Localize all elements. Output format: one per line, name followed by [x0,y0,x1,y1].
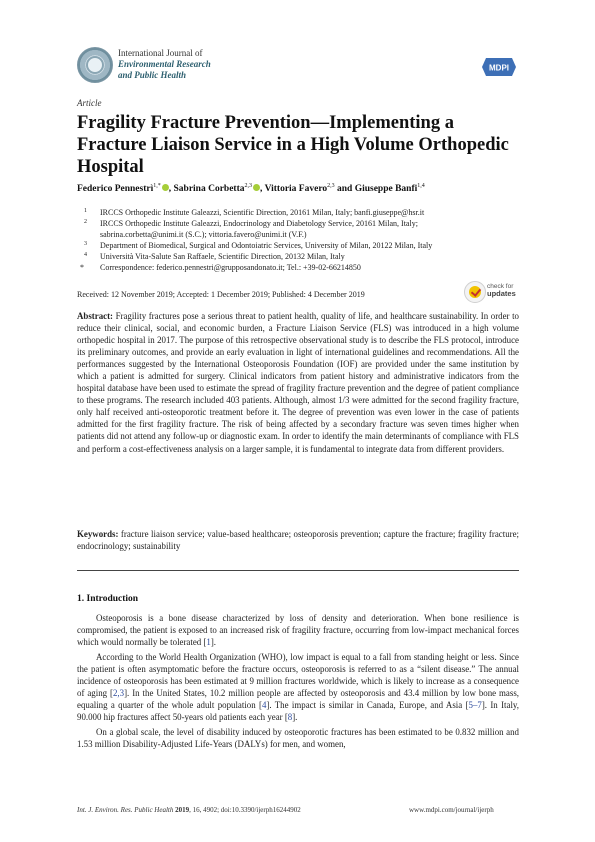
affiliation-item [77,229,517,240]
citation-link[interactable]: 1 [206,637,211,648]
introduction-body [77,612,519,754]
paragraph [77,726,519,750]
footer-url[interactable]: www.mdpi.com/journal/ijerph [409,806,494,814]
footer-citation-rest: , 16, 4902; doi:10.3390/ijerph16244902 [189,806,301,814]
affiliation-text: IRCCS Orthopedic Institute Galeazzi, Endocrinology and Diabetology Service, 20161 Milan, Italy; [100,219,418,229]
author-separator: , [168,184,174,195]
mdpi-logo [482,56,516,78]
author-affiliation-marker: 1,4 [417,183,425,189]
article-title: Fragility Fracture Prevention—Implementing a Fracture Liaison Service in a High Volume Orthopedic Hospital [77,113,509,177]
check-updates-line1: check for [487,283,514,290]
affiliation-item [77,207,517,218]
keywords-text: fracture liaison service; value-based healthcare; osteoporosis prevention; capture the fracture; fragility fracture; endocrinology; sustainability [77,529,519,552]
affiliation-number: 1 [84,208,87,214]
paragraph-text: ]. [292,712,298,723]
article-type: Article [77,98,102,108]
footer-citation [77,806,301,814]
footer-year: 2019 [175,806,190,814]
author-affiliation-marker: 2,3 [244,183,252,189]
publication-dates: Received: 12 November 2019; Accepted: 1 December 2019; Published: 4 December 2019 [77,290,365,299]
keywords [77,528,519,552]
author-affiliation-marker: 2,3 [327,183,335,189]
affiliation-item [77,262,517,273]
footer-journal: Int. J. Environ. Res. Public Health [77,806,174,814]
correspondence-text: Correspondence: federico.pennestri@grupposandonato.it; Tel.: +39-02-66214850 [100,263,361,273]
paragraph [77,612,519,648]
author-name[interactable]: Vittoria Favero [264,184,328,195]
affiliation-text: sabrina.corbetta@unimi.it (S.C.); vittoria.favero@unimi.it (V.F.) [100,230,307,240]
section-heading: 1. Introduction [77,594,139,604]
check-for-updates-button[interactable] [464,279,522,303]
citation-link[interactable]: 5–7 [468,700,482,711]
abstract-label: Abstract: [77,311,113,321]
author-list [77,183,517,194]
affiliation-number: 4 [84,252,87,259]
affiliation-text: Università Vita-Salute San Raffaele, Scientific Direction, 20132 Milan, Italy [100,252,345,262]
affiliation-number: 3 [84,241,87,248]
paragraph-text: On a global scale, the level of disability induced by osteoporotic fractures has been estimated to be 0.832 million and 1.53 million Disability-Adjusted Life-Years (DALYs) for men, and women, [77,727,519,750]
correspondence-marker: * [80,263,84,273]
affiliations [77,207,517,274]
orcid-icon[interactable] [253,184,260,191]
paragraph [77,651,519,723]
author-name[interactable]: Federico Pennestrì [77,184,154,195]
author-name[interactable]: Giuseppe Banfi [354,184,418,195]
paragraph-text: ]. [210,637,217,648]
abstract-text: Fragility fractures pose a serious threat to patient health, quality of life, and healthcare sustainability. In order to reduce their clinical, social, and economic burden, a Fracture Liaison Service (FLS) was introduced in a high volume orthopedic hospital in 2017. The purpose of this retrospective observational study is to describe the FLS protocol, introduce its preliminary outcomes, and provide an early evaluation in light of international guidelines and recommendations. All the performances suggested by the International Osteoporosis Foundation (IOF) are provided under the same institution by which a patient is admitted for surgery. Clinical indicators from patient history and administrative indicators from the hospital database have been used to estimate the spread of fragility fracture prevention and the degree of patient compliance to these programs. The research included 403 patients. Although, almost 1/3 were admitted for the second fragility fracture, only half received anti-osteoporotic treatment before it. The degree of prevention was even lower in the case of patients admitted for the first fragility fracture. The risk of being affected by a secondary fracture was seven times higher when patients did not attend any follow-up or diagnostic exam. In order to identify the main determinants of compliance with FLS and perform a cost-effectiveness analysis on a larger sample, it is fundamental to integrate data from different providers. [77,311,519,454]
keywords-label: Keywords: [77,529,119,539]
affiliation-text: IRCCS Orthopedic Institute Galeazzi, Scientific Direction, 20161 Milan, Italy; banfi.giuseppe@hsr.it [100,208,425,217]
citation-link[interactable]: 2,3 [112,688,125,699]
affiliation-item [77,240,517,251]
paragraph-text: ]. In the United States, 10.2 million people are affected by osteoporosis and 43.4 million by low bone mass, equaling a quarter of the whole adult population [ [77,688,519,711]
citation-link[interactable]: 4 [261,700,267,711]
check-updates-icon [464,281,486,303]
mdpi-logo-text: MDPI [489,63,509,73]
section-divider [77,570,519,571]
paragraph-text: ]. In Italy, 90.000 hip fractures affect 50-years old patients each year [ [77,700,519,723]
affiliation-item [77,251,517,262]
orcid-icon[interactable] [162,184,169,191]
affiliation-text: Department of Biomedical, Surgical and Odontoiatric Services, University of Milan, 20122 Milan, Italy [100,241,433,251]
author-affiliation-marker: 1,* [153,183,161,189]
paragraph-text: According to the World Health Organization (WHO), low impact is equal to a fall from standing height or less. Since the patient is often asymptomatic before the fracture occurs, osteoporosis is referred to as a “silent disease.” The annual incidence of osteoporosis has been estimated at 9 million fractures worldwide, which is likely to increase as a consequence of aging [ [77,652,519,699]
paragraph-text: Osteoporosis is a bone disease characterized by loss of density and deterioration. When bone resilience is compromised, the patient is exposed to an increased risk of fragility fracture, occurring from low-impact mechanical forces which would normally be tolerated [ [77,613,519,648]
abstract [77,310,519,455]
journal-name-line3: and Public Health [118,70,187,80]
affiliation-number: 2 [84,219,87,226]
author-name[interactable]: Sabrina Corbetta [173,184,245,195]
author-separator: and [334,184,355,195]
journal-logo [77,47,113,83]
citation-link[interactable]: 8 [287,712,293,723]
journal-name-line2: Environmental Research [118,59,211,69]
affiliation-item [77,218,517,229]
author-separator: , [260,184,265,195]
journal-name-line1: International Journal of [118,48,203,58]
check-updates-line2: updates [487,289,516,298]
paragraph-text: ]. The impact is similar in Canada, Europe, and Asia [ [266,700,469,711]
